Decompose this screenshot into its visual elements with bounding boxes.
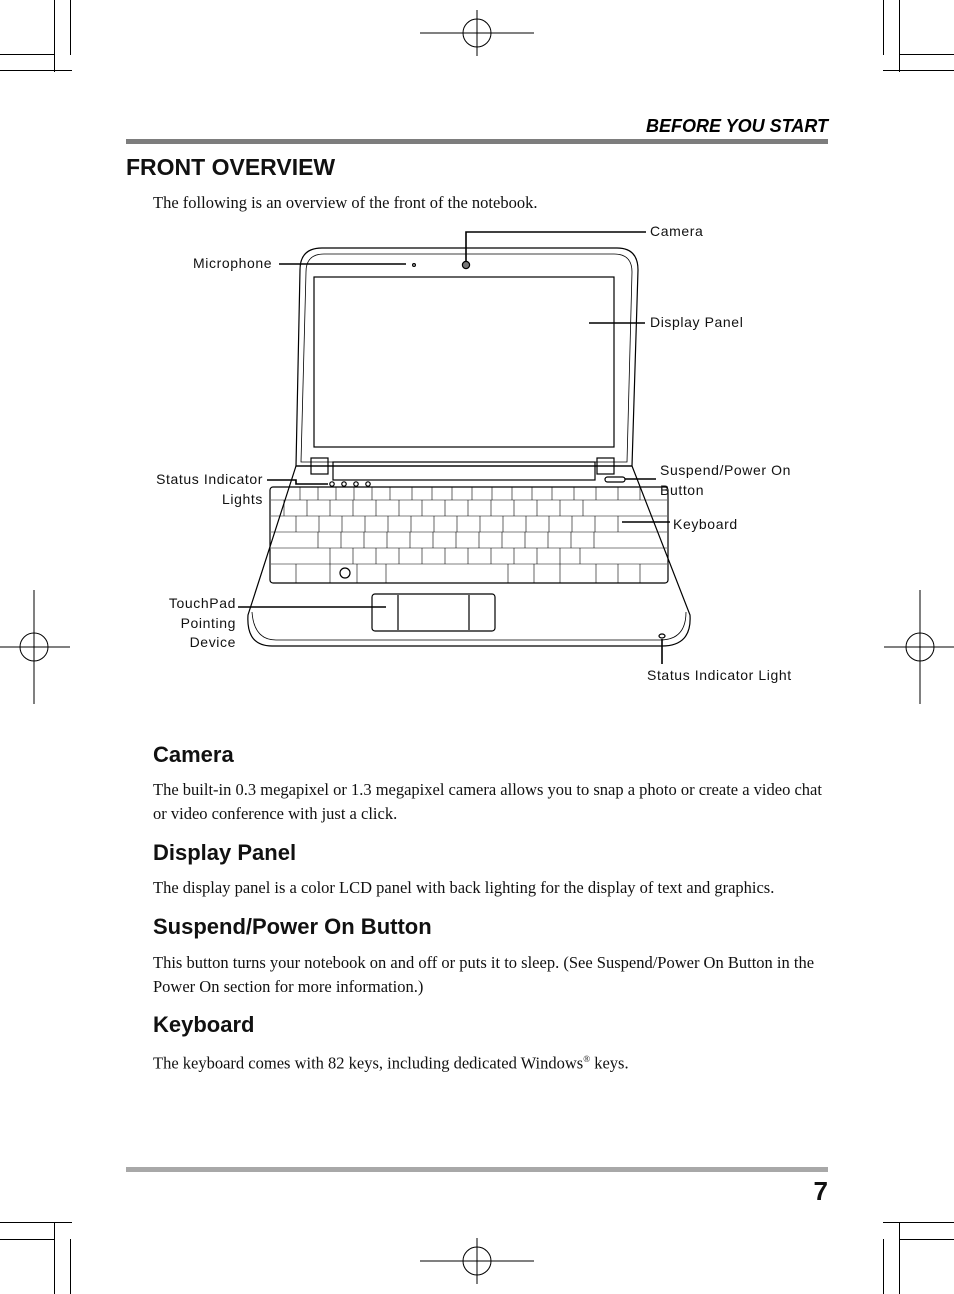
para-keyboard-text: The keyboard comes with 82 keys, including dedicated Windows	[153, 1053, 584, 1073]
running-header: BEFORE YOU START	[645, 116, 828, 136]
section-title: FRONT OVERVIEW	[126, 154, 336, 180]
label-status-lights-line1: Status Indicator	[156, 471, 263, 487]
heading-display-panel: Display Panel	[153, 840, 297, 865]
heading-camera: Camera	[153, 742, 234, 767]
crop-mark	[883, 1222, 954, 1223]
label-status-indicator-lights	[153, 470, 263, 509]
para-suspend-power-button: This button turns your notebook on and off or puts it to sleep. (See Suspend/Power On Button in the Power On section for more information.)	[153, 953, 815, 996]
para-display-panel: The display panel is a color LCD panel with back lighting for the display of text and graphics.	[153, 878, 775, 897]
para-keyboard	[153, 1048, 833, 1075]
label-touchpad	[140, 594, 236, 653]
label-display-panel: Display Panel	[650, 314, 744, 330]
crop-mark	[899, 1222, 900, 1294]
label-suspend-power-button	[660, 461, 791, 500]
heading-suspend-power-button: Suspend/Power On Button	[153, 914, 432, 939]
label-power-line2: Button	[660, 481, 705, 498]
label-microphone: Microphone	[193, 255, 273, 271]
page-number: 7	[813, 1176, 828, 1206]
section-intro: The following is an overview of the front of the notebook.	[153, 193, 538, 212]
label-status-lights-line2: Lights	[222, 490, 263, 507]
registration-mark-bottom	[420, 1238, 534, 1284]
crop-mark	[0, 1239, 55, 1240]
label-status-indicator-light: Status Indicator Light	[647, 667, 792, 683]
label-touchpad-line1: TouchPad	[168, 595, 236, 611]
label-camera: Camera	[650, 223, 704, 239]
crop-mark	[54, 1222, 55, 1294]
registered-mark: ®	[583, 1054, 591, 1064]
para-camera: The built-in 0.3 megapixel or 1.3 megapixel camera allows you to snap a photo or create a video chat or video conference with just a click.	[153, 780, 822, 823]
label-touchpad-line3: Device	[189, 634, 236, 650]
label-power-line1: Suspend/Power On	[660, 462, 792, 478]
crop-mark	[899, 1239, 954, 1240]
heading-keyboard: Keyboard	[153, 1012, 255, 1037]
footer-rule	[126, 1167, 828, 1172]
label-touchpad-line2: Pointing	[180, 614, 236, 631]
label-keyboard: Keyboard	[673, 516, 738, 532]
crop-mark	[883, 1239, 884, 1294]
crop-mark	[0, 1222, 72, 1223]
crop-mark	[70, 1239, 71, 1294]
para-keyboard-text-end: keys.	[590, 1053, 629, 1073]
